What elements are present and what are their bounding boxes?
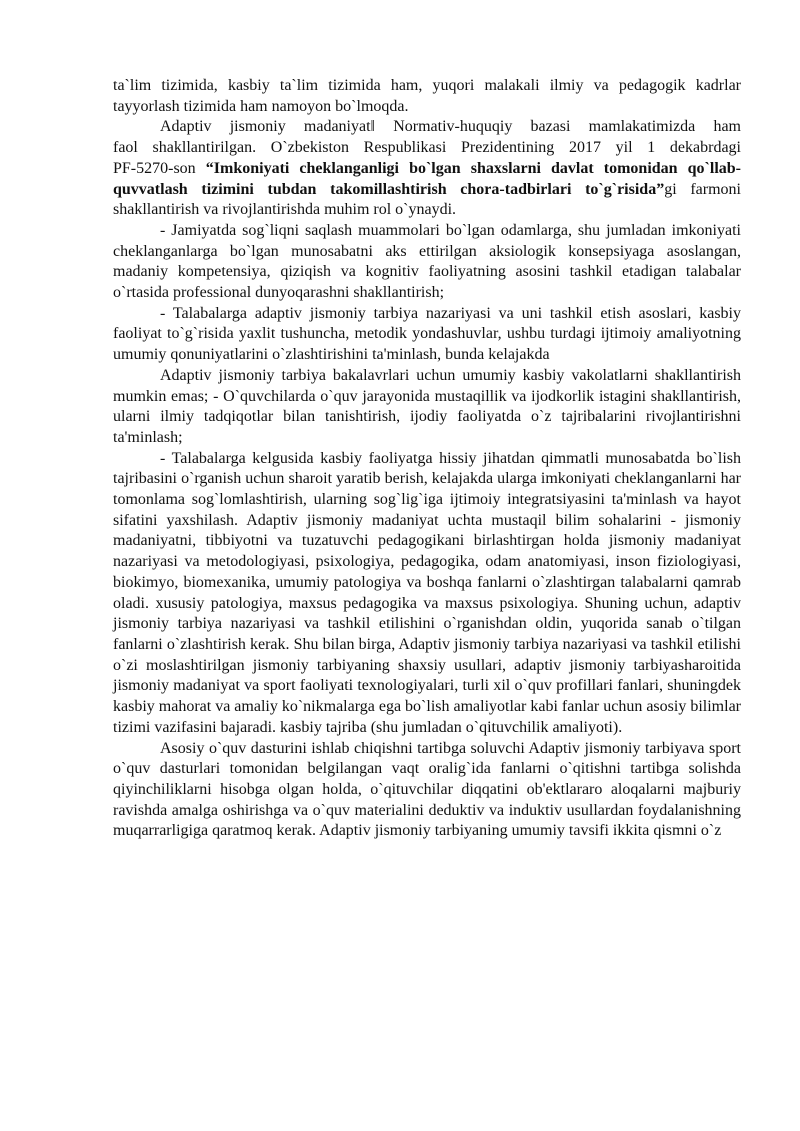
paragraph-experience-item: - Talabalarga kelgusida kasbiy faoliyatga hissiy jihatdan qimmatli munosabatda bo`lish tajribasini o`rganish uchun sharoit yaratib berish, kelajakda ularga imkoniyati cheklanganlarni har tomonlama sog`lomlashtirish, ularning sog`lig`iga ijtimoiy integratsiyasini ta'minlash va hayot sifatini yaxshilash. Adaptiv jismoniy madaniyat uchta mustaqil bilim sohalarini - jismoniy madaniyatni, tibbiyotni va tuzatuvchi pedagogikani birlashtirgan holda jismoniy madaniyat nazariyasi va metodologiyasi, psixologiya, pedagogika, odam anatomiyasi, inson fiziologiyasi, biokimyo, biomexanika, umumiy patologiya va boshqa fanlarni o`zlashtirgan talabalarni qamrab oladi. xususiy patologiya, maxsus pedagogika va maxsus psixologiya. Shuning uchun, adaptiv jismoniy tarbiya nazariyasi va tashkil etilishini o`rganishdan oldin, yuqorida sanab o`tilgan fanlarni o`zlashtirish kerak. Shu bilan birga, Adaptiv jismoniy tarbiya nazariyasi va tashkil etilishi o`zi moslashtirilgan jismoniy tarbiyaning shaxsiy usullari, adaptiv jismoniy tarbiyasharoitida jismoniy madaniyat va sport faoliyati texnologiyalari, turli xil o`quv profillari fanlari, shuningdek kasbiy mahorat va amaliy ko`nikmalarga ega bo`lish amaliyotlar kabi fanlar uchun asosiy bilimlar tizimi vazifasini bajaradi. kasbiy tajriba (shu jumladan o`qituvchilik amaliyoti). — [113, 449, 741, 736]
paragraph-curriculum: Asosiy o`quv dasturini ishlab chiqishni tartibga soluvchi Adaptiv jismoniy tarbiyava sport o`quv dasturlari tomonidan belgilangan vaqt oralig`ida fanlarni o`qitishni tartibga solishda qiyinchiliklarni hisobga olgan holda, o`qituvchilar diqqatini ob'ektlararo aloqalarni majburiy ravishda amalga oshirishga va o`quv materialini deduktiv va induktiv usullardan foydalanishning muqarrarligiga qaratmoq kerak. Adaptiv jismoniy tarbiyaning umumiy tavsifi ikkita qismni o`z — [113, 739, 741, 840]
paragraph-competencies: Adaptiv jismoniy tarbiya bakalavrlari uchun umumiy kasbiy vakolatlarni shakllantirish mumkin emas; - O`quvchilarda o`quv jarayonida mustaqillik va ijodkorlik istagini shakllantirish, ularni ilmiy tadqiqotlar bilan tanishtirish, ijodiy faoliyatda o`z tajribalarini rivojlantirishni ta'minlash; — [113, 366, 741, 446]
paragraph-normative-line-2: faol shakllantirilgan. O`zbekiston Respublikasi Prezidentining 2017 yil 1 dekabrdagi — [113, 139, 741, 157]
decree-title: “Imkoniyati cheklanganligi bo`lgan shaxslarni davlat tomonidan qo`llab-quvvatlash tizimini tubdan takomillashtirish chora-tadbirlari to`g`risida” — [113, 159, 741, 198]
decree-number: PF-5270-son — [113, 159, 206, 177]
paragraph-health-item: - Jamiyatda sog`liqni saqlash muammolari bo`lgan odamlarga, shu jumladan imkoniyati cheklanganlarga bo`lgan munosabatni aks ettirilgan aksiologik konsepsiyaga asoslangan, madaniy kompetensiya, qiziqish va kognitiv faoliyatning asosini tashkil etadigan talabalar o`rtasida professional dunyoqarashni shakllantirish; — [113, 221, 741, 302]
paragraph-intro: ta`lim tizimida, kasbiy ta`lim tizimida ham, yuqori malakali ilmiy va pedagogik kadrlar tayyorlash tizimida ham namoyon bo`lmoqda. — [113, 77, 741, 115]
paragraph-normative-continued — [113, 138, 741, 159]
document-page — [113, 76, 741, 842]
paragraph-normative-basis — [113, 117, 741, 138]
paragraph-students-item: - Talabalarga adaptiv jismoniy tarbiya nazariyasi va uni tashkil etish asoslari, kasbiy faoliyat to`g`risida yaxlit tushuncha, metodik yondashuvlar, ushbu turdagi ijtimoiy amaliyotning umumiy qonuniyatlarini o`zlashtirishini ta'minlash, bunda kelajakda — [113, 304, 741, 364]
paragraph-normative-line-1: Adaptiv jismoniy madaniyat‖ Normativ-huquqiy bazasi mamlakatimizda ham — [160, 118, 741, 136]
paragraph-decree — [113, 159, 741, 221]
decree-tail: gi farmoni shakllantirish va rivojlantirishda muhim rol o`ynaydi. — [113, 180, 741, 219]
